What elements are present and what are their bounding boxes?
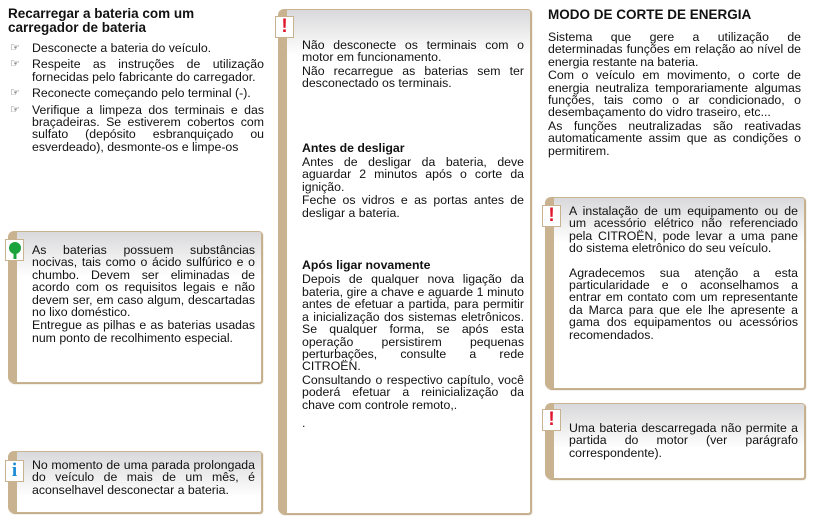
subheading: Após ligar novamente [302,258,431,273]
environment-box: As baterias possuem substâncias nocivas, tais como o ácido sulfúrico e o chumbo. Devem ser eliminadas de acordo com os requisitos legais e não devem ser, em caso algum, descartadas no lixo doméstico. Entregue as pilhas e as baterias usadas num ponto de recolhimento especial. [8,231,262,383]
warning-box-battery: ! Uma bateria descarregada não permite a partida do motor (ver parágrafo correspondente). [545,403,805,479]
pointing-hand-icon: ☞ [10,42,20,54]
pointing-hand-icon: ☞ [10,87,20,100]
warning-icon: ! [542,409,561,431]
info-icon: i [5,460,24,482]
warning-box-main: ! Não desconecte os terminais com o motor em funcionamento. Não recarregue as baterias sem ter desconectado os terminais. Antes de desligar Antes de desligar da bateria, deve aguardar 2 minutos após o corte da ignição. Feche os vidros e as portas antes de desligar a bateria. Após ligar novamente Depois de qualquer nova ligação da bateria, gire a chave e aguarde 1 minuto antes de efetuar a partida, para permitir a inicialização dos sistemas eletrônicos. Se qualquer forma, se após esta operação persistirem pequenas perturbações, consulte a rede CITROËN. Consultando o respectivo capítulo, você poderá efetuar a reinicialização da chave com controle remoto,. . [278,9,531,514]
list-item: ☞ Reconecte começando pelo terminal (-). [10,86,251,101]
tree-icon [5,239,24,261]
list-item: ☞ Desconecte a bateria do veículo. [10,41,212,55]
column-1 [8,7,264,157]
pointing-hand-icon: ☞ [10,58,20,71]
pointing-hand-icon: ☞ [10,103,20,116]
column-3: MODO DE CORTE DE ENERGIA Sistema que gere a utilização de determinadas funções em relação ao nível de energia restante na bateria. Com o veículo em movimento, o corte de energia neutraliza temporariamente algumas funções, tais como o ar condicionado, o desembaçamento do vidro traseiro, etc... As funções neutralizadas são reativadas automaticamente assim que as condições o permitirem. [548,7,801,158]
warning-icon: ! [275,16,294,38]
section-title: MODO DE CORTE DE ENERGIA [548,7,752,22]
warning-box-accessories: ! A instalação de um equipamento ou de um acessório elétrico não referenciado pela CITROËN, pode levar a uma pane do sistema eletrônico do seu veículo. Agradecemos sua atenção a esta particularidade e o aconselhamos a entrar em contato com um representante da Marca para que ele lhe apresente a gama dos equipamentos ou acessórios recomendados. [545,197,805,389]
warning-icon: ! [542,205,561,227]
info-box: i No momento de uma parada prolongada do veículo de mais de um mês, é aconselhavel desconectar a bateria. [8,451,262,513]
list-item: ☞ Respeite as instruções de utilização fornecidas pelo fabricante do carregador. [10,57,264,84]
steps-list [8,42,264,153]
subheading: Antes de desligar [302,140,405,155]
section-title: Recarregar a bateria com um carregador de bateria [8,6,195,35]
list-item: ☞ Verifique a limpeza dos terminais e das braçadeiras. Se estiverem cobertos com sulfato (depósito esbranquiçado ou esverdeado), desmonte-os e limpe-os [10,102,264,154]
